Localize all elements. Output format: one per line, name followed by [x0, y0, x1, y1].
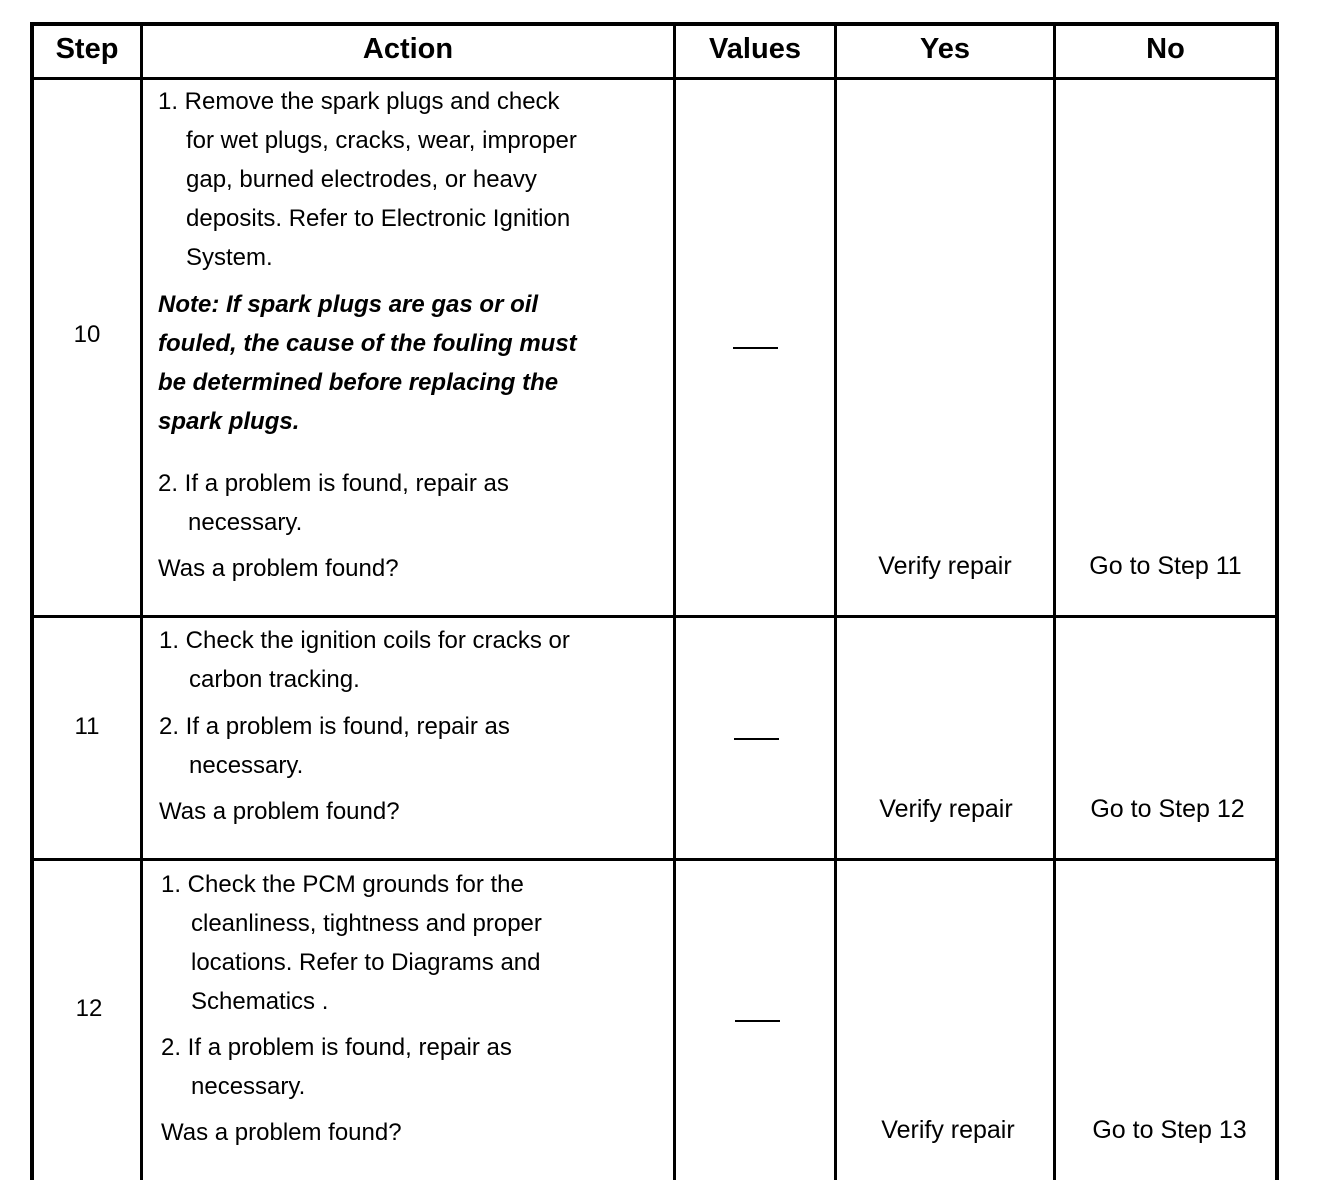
action-text: 2. If a problem is found, repair as — [161, 1034, 512, 1061]
col-border-yes-no — [1053, 22, 1056, 1180]
action-text: for wet plugs, cracks, wear, improper — [186, 127, 577, 154]
step-number: 12 — [75, 995, 103, 1022]
header-no: No — [1146, 33, 1185, 65]
header-yes: Yes — [920, 33, 970, 65]
action-note: spark plugs. — [158, 408, 300, 435]
action-text: necessary. — [188, 509, 303, 536]
row-separator — [30, 858, 1278, 861]
col-border-action-values — [673, 22, 676, 1180]
yes-result: Verify repair — [878, 552, 1012, 580]
action-note: fouled, the cause of the fouling must — [158, 330, 577, 357]
action-text: cleanliness, tightness and proper — [191, 910, 542, 937]
yes-result: Verify repair — [879, 795, 1013, 823]
value-dash — [735, 1020, 780, 1022]
action-text: System. — [186, 244, 273, 271]
action-text: 1. Check the PCM grounds for the — [161, 871, 524, 898]
action-question: Was a problem found? — [158, 555, 399, 582]
action-text: deposits. Refer to Electronic Ignition — [186, 205, 571, 232]
action-text: gap, burned electrodes, or heavy — [186, 166, 537, 193]
action-question: Was a problem found? — [161, 1119, 402, 1146]
no-result: Go to Step 12 — [1090, 795, 1245, 823]
step-number: 11 — [74, 713, 100, 740]
action-text: necessary. — [189, 752, 304, 779]
col-border-values-yes — [834, 22, 837, 1180]
yes-result: Verify repair — [881, 1116, 1015, 1144]
header-bottom-border — [30, 77, 1278, 80]
action-text: 2. If a problem is found, repair as — [159, 713, 510, 740]
action-text: 1. Check the ignition coils for cracks or — [159, 627, 570, 654]
no-result: Go to Step 13 — [1092, 1116, 1247, 1144]
value-dash — [733, 347, 778, 349]
action-text: Schematics . — [191, 988, 329, 1015]
value-dash — [734, 738, 779, 740]
action-text: locations. Refer to Diagrams and — [191, 949, 541, 976]
action-question: Was a problem found? — [159, 798, 400, 825]
col-border-right — [1275, 22, 1279, 1180]
no-result: Go to Step 11 — [1089, 552, 1242, 580]
header-step: Step — [55, 33, 119, 65]
table-top-border — [30, 22, 1278, 26]
action-text: 2. If a problem is found, repair as — [158, 470, 509, 497]
action-note: Note: If spark plugs are gas or oil — [158, 291, 539, 318]
step-number: 10 — [73, 321, 101, 348]
action-text: carbon tracking. — [189, 666, 360, 693]
header-action: Action — [362, 33, 454, 65]
row-separator — [30, 615, 1278, 618]
action-text: necessary. — [191, 1073, 306, 1100]
action-text: 1. Remove the spark plugs and check — [158, 88, 560, 115]
action-note: be determined before replacing the — [158, 369, 559, 396]
header-values: Values — [709, 33, 801, 65]
